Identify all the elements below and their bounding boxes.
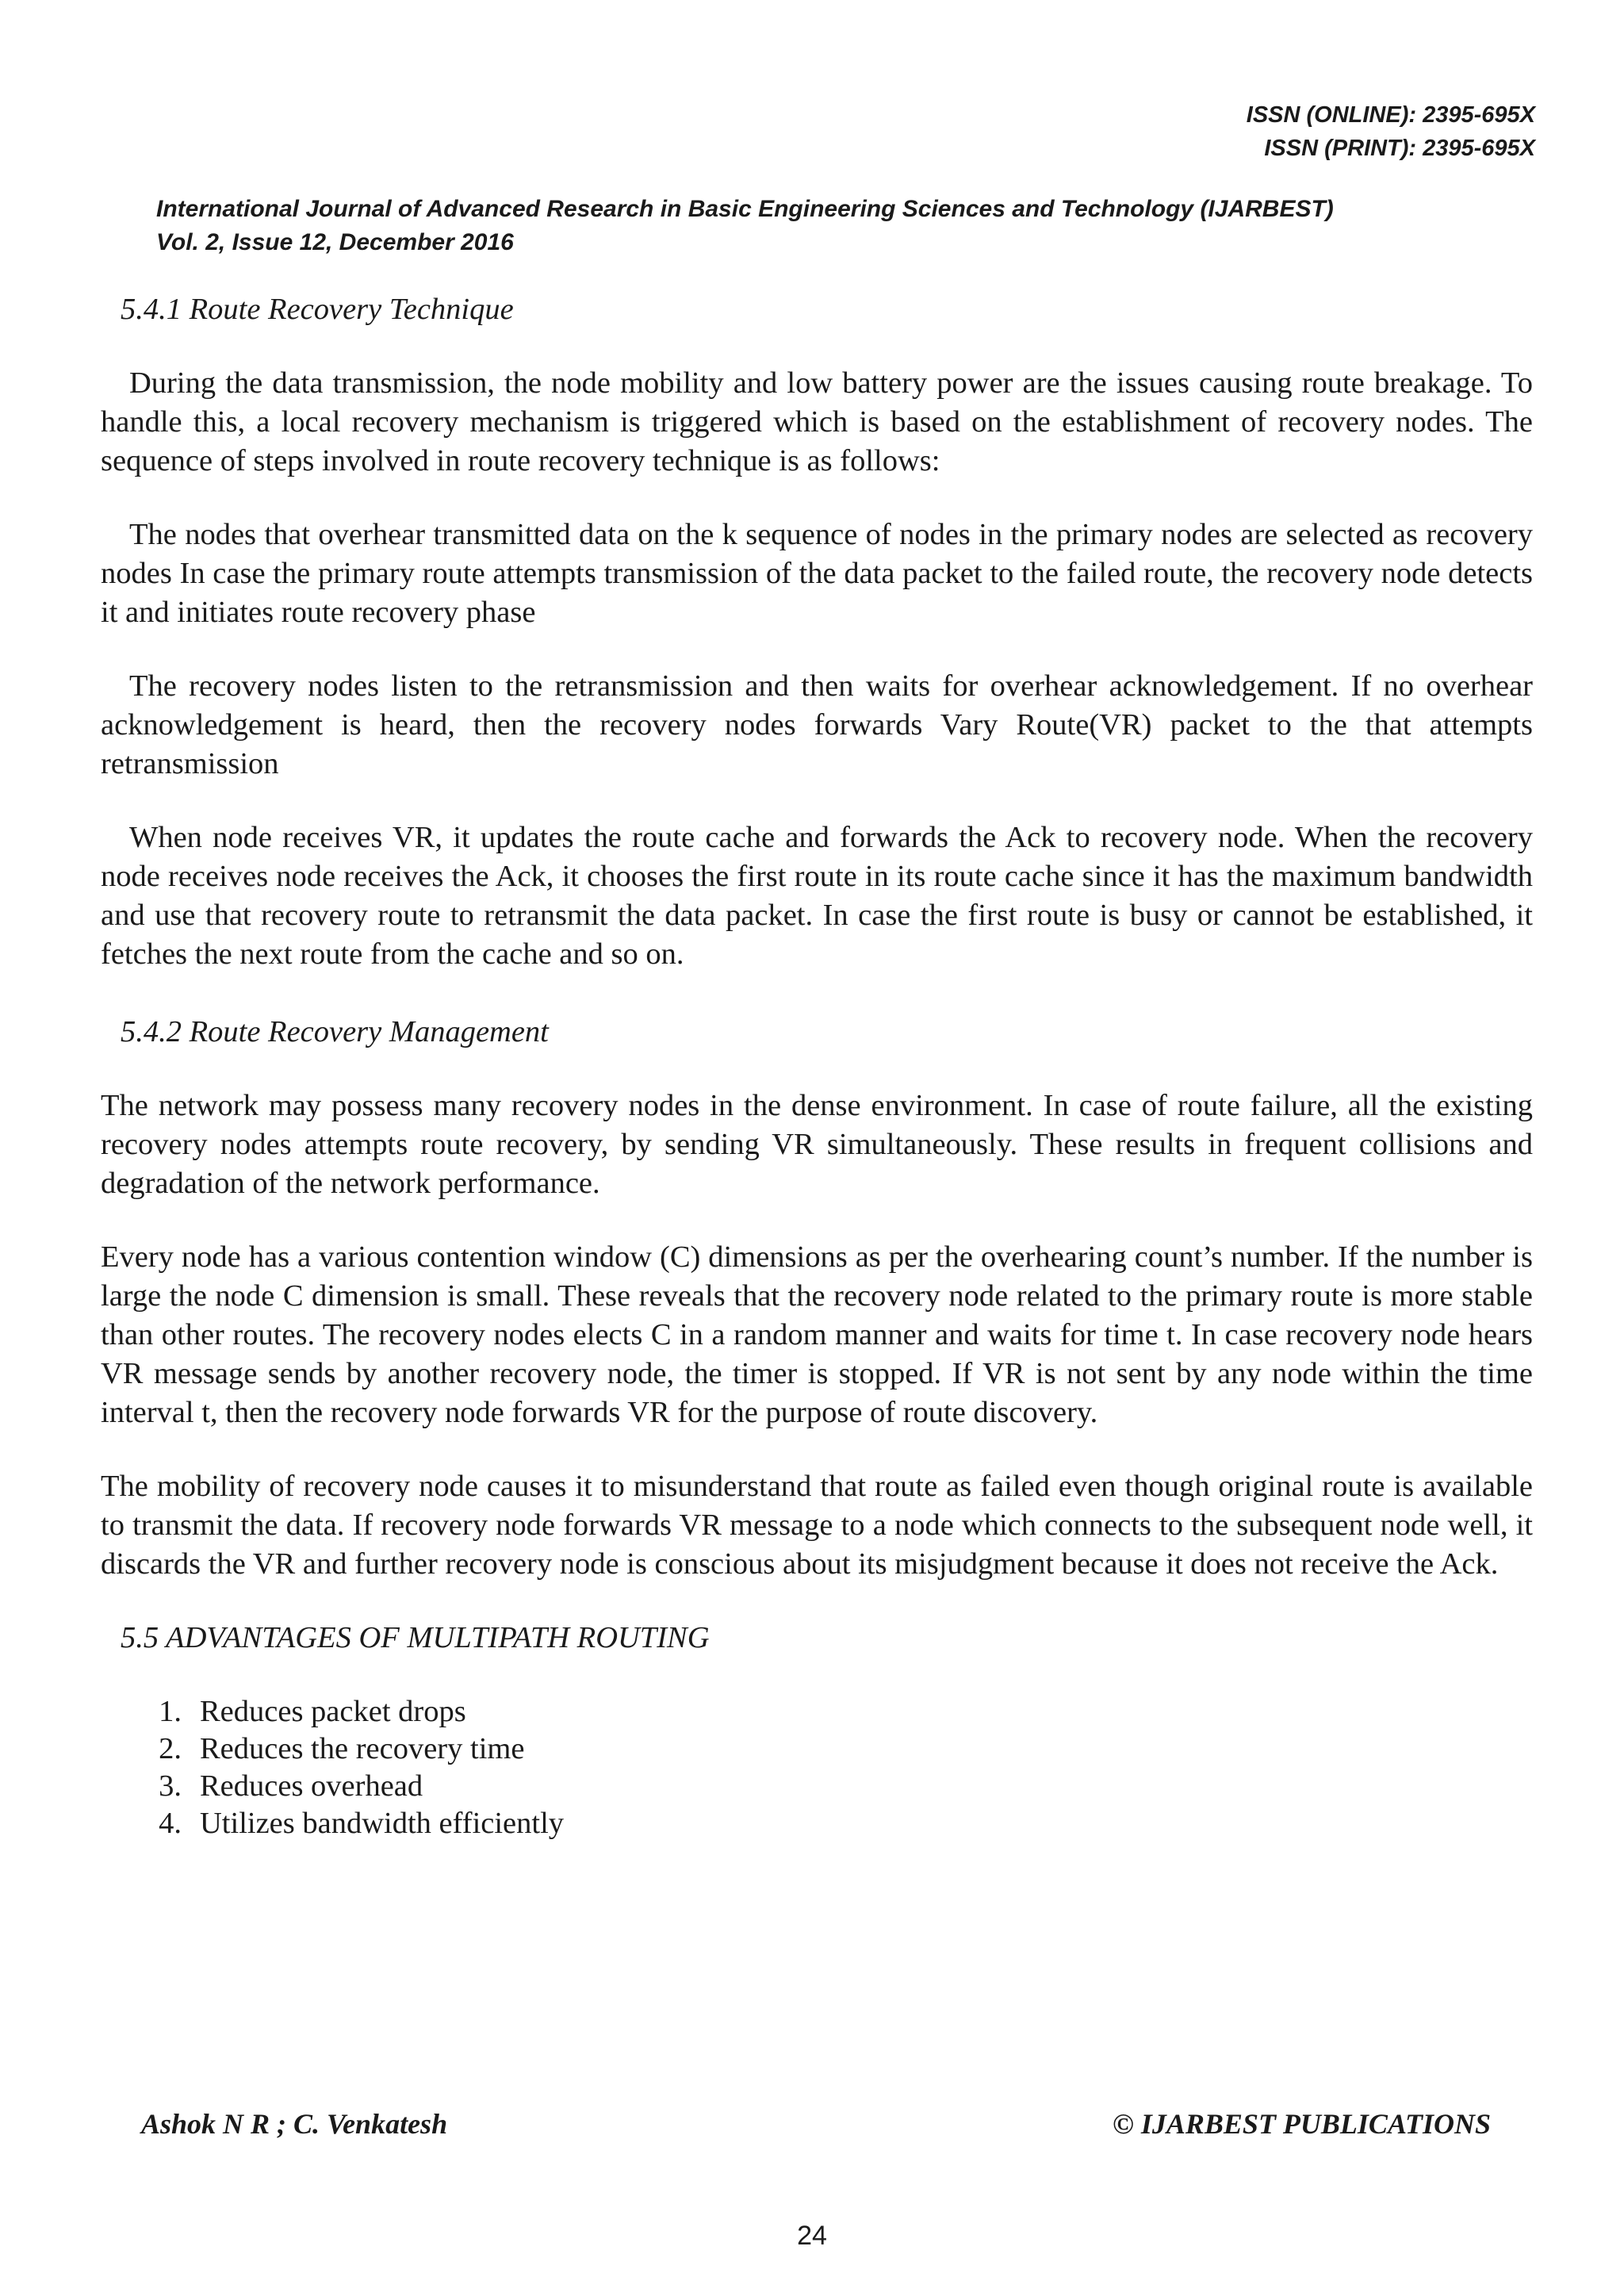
issn-online: ISSN (ONLINE): 2395-695X <box>1246 102 1535 128</box>
list-item-text: Reduces overhead <box>200 1769 423 1803</box>
section-heading-5-5: 5.5 ADVANTAGES OF MULTIPATH ROUTING <box>121 1621 710 1654</box>
paragraph: The mobility of recovery node causes it to misunderstand that route as failed even though original route is available to transmit the data. If recovery node forwards VR message to a node which connects to the subsequent node well, it discards the VR and further recovery node is conscious about its misjudgment because it does not receive the Ack. <box>101 1470 1533 1581</box>
paragraph: Every node has a various contention window (C) dimensions as per the overhearing count’s number. If the number is large the node C dimension is small. These reveals that the recovery node related to the primary route is more stable than other routes. The recovery nodes elects C in a random manner and waits for time t. In case recovery node hears VR message sends by another recovery node, the timer is stopped. If VR is not sent by any node within the time interval t, then the recovery node forwards VR for the purpose of route discovery. <box>101 1240 1533 1429</box>
footer-authors: Ashok N R ; C. Venkatesh <box>141 2108 448 2140</box>
list-item <box>101 1692 1533 1730</box>
page-body <box>101 279 1533 1842</box>
list-item-number: 4. <box>159 1807 182 1840</box>
list-item-number: 2. <box>159 1732 182 1765</box>
list-item <box>101 1730 1533 1767</box>
journal-header <box>156 193 1334 259</box>
paragraph: When node receives VR, it updates the route cache and forwards the Ack to recovery node. When the recovery node receives node receives the Ack, it chooses the first route in its route cache since it has the maximum bandwidth and use that recovery route to retransmit the data packet. In case the first route is busy or cannot be established, it fetches the next route from the cache and so on. <box>101 821 1533 971</box>
paragraph: During the data transmission, the node mobility and low battery power are the issues causing route breakage. To handle this, a local recovery mechanism is triggered which is based on the establishment of recovery nodes. The sequence of steps involved in route recovery technique is as follows: <box>101 366 1533 477</box>
section-heading-5-4-2: 5.4.2 Route Recovery Management <box>121 1015 549 1048</box>
section-heading-5-4-1: 5.4.1 Route Recovery Technique <box>121 293 514 326</box>
list-item-number: 3. <box>159 1769 182 1803</box>
list-item-text: Reduces the recovery time <box>200 1732 525 1765</box>
list-item <box>101 1804 1533 1842</box>
journal-issue: Vol. 2, Issue 12, December 2016 <box>156 229 514 255</box>
paragraph: The nodes that overhear transmitted data on the k sequence of nodes in the primary nodes are selected as recovery nodes In case the primary route attempts transmission of the data packet to the failed route, the recovery node detects it and initiates route recovery phase <box>101 518 1533 629</box>
list-item-number: 1. <box>159 1695 182 1728</box>
list-item <box>101 1767 1533 1804</box>
journal-title: International Journal of Advanced Research in Basic Engineering Sciences and Technology (IJARBEST) <box>156 196 1334 222</box>
list-item-text: Reduces packet drops <box>200 1695 466 1728</box>
footer-publisher: © IJARBEST PUBLICATIONS <box>1112 2108 1491 2140</box>
advantages-list <box>101 1692 1533 1842</box>
paragraph: The recovery nodes listen to the retransmission and then waits for overhear acknowledgement. If no overhear acknowledgement is heard, then the recovery nodes forwards Vary Route(VR) packet to the that attempts retransmission <box>101 669 1533 780</box>
paragraph: The network may possess many recovery nodes in the dense environment. In case of route failure, all the existing recovery nodes attempts route recovery, by sending VR simultaneously. These results in frequent collisions and degradation of the network performance. <box>101 1089 1533 1200</box>
issn-block <box>1247 98 1535 165</box>
page-number: 24 <box>797 2221 827 2251</box>
issn-print: ISSN (PRINT): 2395-695X <box>1264 136 1535 161</box>
list-item-text: Utilizes bandwidth efficiently <box>200 1807 565 1840</box>
